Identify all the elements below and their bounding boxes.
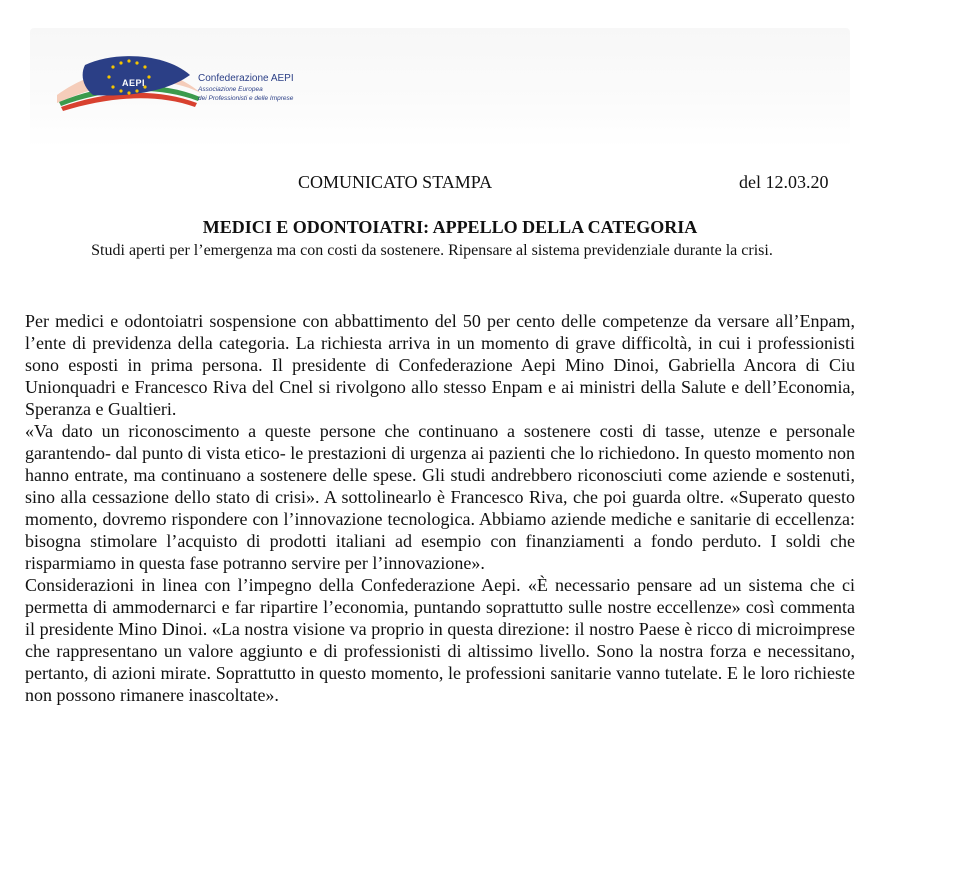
doc-date: del 12.03.20: [739, 172, 829, 192]
org-subtitle-2: dei Professionisti e delle Imprese: [198, 95, 294, 102]
org-block: [198, 73, 294, 103]
logo-text: AEPI: [122, 78, 146, 88]
org-name: Confederazione AEPI: [198, 73, 294, 84]
body-text: [25, 310, 855, 706]
press-release-title: MEDICI E ODONTOIATRI: APPELLO DELLA CATEGORIA: [202, 217, 698, 237]
paragraph: Per medici e odontoiatri sospensione con abbattimento del 50 per cento delle competenze da versare all’Enpam, l’ente di previdenza della categoria. La richiesta arriva in un momento di grave difficoltà, in cui i professionisti sono esposti in prima persona. Il presidente di Confederazione Aepi Mino Dinoi, Gabriella Ancora di Ciu Unionquadri e Francesco Riva del Cnel si rivolgono allo stesso Enpam e ai ministri della Salute e dell’Economia, Speranza e Gualtieri.: [25, 311, 855, 419]
press-release-subtitle: Studi aperti per l’emergenza ma con costi da sostenere. Ripensare al sistema previdenziale durante la crisi.: [91, 242, 773, 259]
doc-type: COMUNICATO STAMPA: [298, 172, 493, 192]
paragraph: Considerazioni in linea con l’impegno della Confederazione Aepi. «È necessario pensare ad un sistema che ci permetta di ammodernarci e far ripartire l’economia, puntando soprattutto sulle nostre eccellenze» così commenta il presidente Mino Dinoi. «La nostra visione va proprio in questa direzione: il nostro Paese è ricco di microimprese che rappresentano un valore aggiunto e di professionisti di altissimo livello. Sono la nostra forza e necessitano, pertanto, di azioni mirate. Soprattutto in questo momento, le professioni sanitarie vanno tutelate. E le loro richieste non possono rimanere inascoltate».: [25, 575, 855, 705]
paragraph: «Va dato un riconoscimento a queste persone che continuano a sostenere costi di tasse, utenze e personale garantendo- dal punto di vista etico- le prestazioni di urgenza ai pazienti che lo richiedono. In questo momento non hanno entrate, ma continuano a sostenere delle spese. Gli studi andrebbero riconosciuti come aziende e sostenuti, sino alla cessazione dello stato di crisi». A sottolinearlo è Francesco Riva, che poi guarda oltre. «Superato questo momento, dovremo rispondere con l’innovazione tecnologica. Abbiamo aziende mediche e sanitarie di eccellenza: bisogna stimolare l’acquisto di prodotti italiani ad esempio con finanziamenti a fondo perduto. I soldi che risparmiamo in questa fase potranno servire per l’innovazione».: [25, 421, 855, 573]
org-subtitle-1: Associazione Europea: [198, 86, 263, 93]
